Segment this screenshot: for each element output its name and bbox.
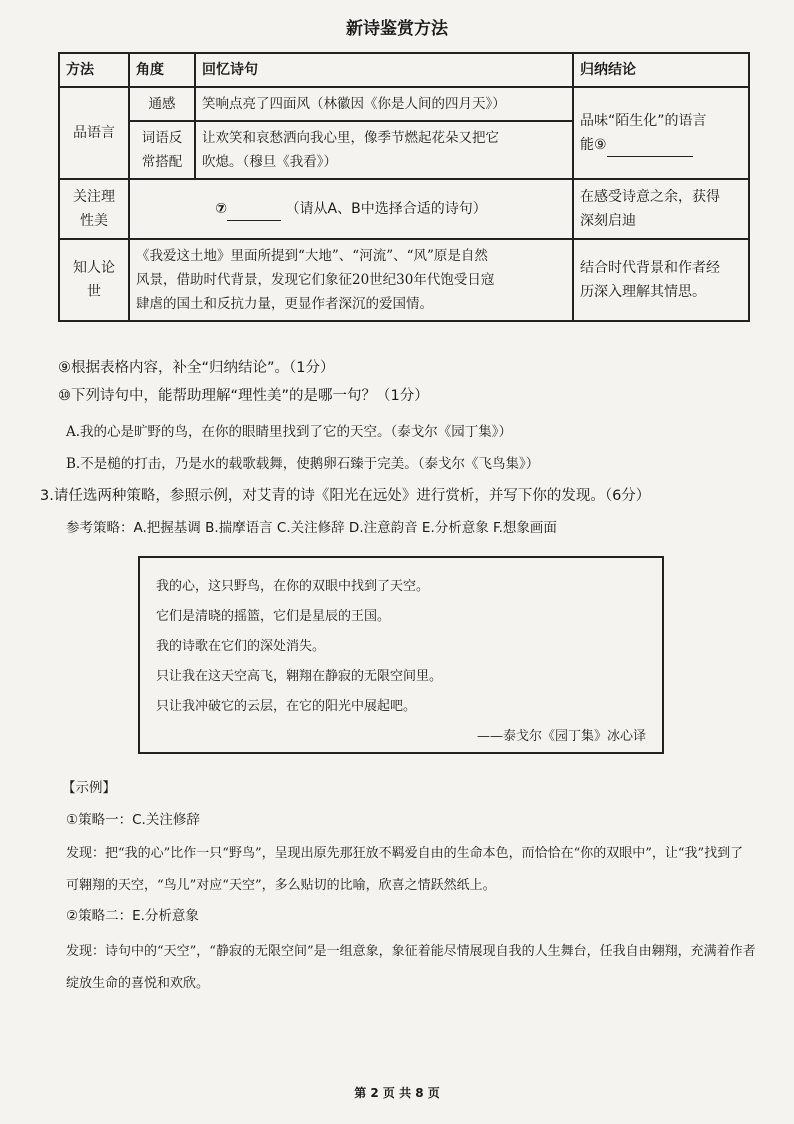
method-person-a: 知人论 bbox=[73, 260, 115, 276]
angle-collocation bbox=[129, 121, 195, 179]
person-text-a: 《我爱这土地》里面所提到“大地”、“河流”、“风”原是自然 bbox=[136, 248, 488, 264]
method-table bbox=[58, 52, 750, 322]
option-a[interactable]: A.我的心是旷野的鸟，在你的眼睛里找到了它的天空。（泰戈尔《园丁集》） bbox=[66, 424, 513, 440]
method-rational-b: 性美 bbox=[80, 213, 108, 229]
page-title: 新诗鉴赏方法 bbox=[346, 19, 448, 39]
question-3: 3.请任选两种策略，参照示例，对艾青的诗《阳光在远处》进行赏析，并写下你的发现。（6分） bbox=[40, 488, 651, 504]
poem-line: 我的诗歌在它们的深处消失。 bbox=[156, 639, 326, 654]
answer-mark-7: ⑦ bbox=[215, 201, 228, 217]
poem-line: 只让我冲破它的云层，在它的阳光中展起吧。 bbox=[156, 699, 417, 714]
table-row bbox=[59, 87, 749, 121]
poem-line-2b: 吹熄。（穆旦《我看》） bbox=[202, 154, 337, 170]
method-rational-a: 关注理 bbox=[73, 189, 115, 205]
method-rational bbox=[59, 179, 129, 239]
reference-strategies: 参考策略：A.把握基调 B.揣摩语言 C.关注修辞 D.注意韵音 E.分析意象 F.想象画面 bbox=[66, 520, 557, 536]
conclusion-rational bbox=[573, 179, 749, 239]
poem-credit: ——泰戈尔《园丁集》冰心译 bbox=[476, 729, 646, 744]
question-9: ⑨根据表格内容，补全“归纳结论”。（1分） bbox=[58, 360, 335, 376]
rational-answer-cell bbox=[129, 179, 573, 239]
method-person-b: 世 bbox=[87, 284, 101, 300]
conclusion-language-b: 能⑨ bbox=[580, 137, 607, 153]
answer-blank-7[interactable] bbox=[227, 206, 281, 221]
poem-line: 只让我在这天空高飞，翱翔在静寂的无限空间里。 bbox=[156, 669, 443, 684]
poem-line: 它们是清晓的摇篮，它们是星辰的王国。 bbox=[156, 609, 391, 624]
method-person bbox=[59, 239, 129, 321]
header-method: 方法 bbox=[59, 53, 129, 87]
poem-line-2 bbox=[195, 121, 573, 179]
rational-hint: （请从A、B中选择合适的诗句） bbox=[285, 201, 487, 217]
person-text bbox=[129, 239, 573, 321]
angle-synesthesia: 通感 bbox=[129, 87, 195, 121]
option-b[interactable]: B.不是槌的打击，乃是水的载歌载舞，使鹅卵石臻于完美。（泰戈尔《飞鸟集》） bbox=[66, 456, 540, 472]
poem-line-2a: 让欢笑和哀愁洒向我心里，像季节燃起花朵又把它 bbox=[202, 130, 499, 146]
finding-1: 发现：把“我的心”比作一只“野鸟”，呈现出原先那狂放不羁爱自由的生命本色，而恰恰在“你的双眼中”，让“我”找到了可翱翔的天空，“鸟儿”对应“天空”，多么贴切的比喻，欣喜之情跃然纸上。 bbox=[66, 846, 744, 893]
conclusion-person-a: 结合时代背景和作者经 bbox=[580, 260, 720, 276]
question-10: ⑩下列诗句中，能帮助理解“理性美”的是哪一句？（1分） bbox=[58, 388, 429, 404]
header-conclusion: 归纳结论 bbox=[573, 53, 749, 87]
person-text-b: 风景，借助时代背景，发现它们象征20世纪30年代饱受日寇 bbox=[136, 272, 495, 288]
method-language: 品语言 bbox=[59, 87, 129, 179]
conclusion-rational-b: 深刻启迪 bbox=[580, 213, 636, 229]
strategy-1: ①策略一：C.关注修辞 bbox=[66, 812, 200, 828]
conclusion-rational-a: 在感受诗意之余，获得 bbox=[580, 189, 720, 205]
table-row bbox=[59, 179, 749, 239]
table-header-row bbox=[59, 53, 749, 87]
answer-blank-9[interactable] bbox=[607, 142, 693, 157]
poem-box bbox=[138, 556, 664, 754]
conclusion-language-b-wrap bbox=[580, 133, 742, 157]
poem-line: 我的心，这只野鸟，在你的双眼中找到了天空。 bbox=[156, 579, 430, 594]
header-angle: 角度 bbox=[129, 53, 195, 87]
conclusion-person-b: 历深入理解其情思。 bbox=[580, 284, 706, 300]
conclusion-language-a: 品味“陌生化”的语言 bbox=[580, 113, 707, 129]
header-recall: 回忆诗句 bbox=[195, 53, 573, 87]
strategy-2: ②策略二：E.分析意象 bbox=[66, 908, 199, 924]
angle-collocation-b: 常搭配 bbox=[141, 154, 183, 170]
poem-line-1: 笑响点亮了四面风（林徽因《你是人间的四月天》） bbox=[195, 87, 573, 121]
person-text-c: 肆虐的国土和反抗力量，更显作者深沉的爱国情。 bbox=[136, 296, 433, 312]
conclusion-person bbox=[573, 239, 749, 321]
example-label: 【示例】 bbox=[62, 780, 116, 796]
page-footer: 第 2 页 共 8 页 bbox=[354, 1086, 440, 1100]
table-row bbox=[59, 239, 749, 321]
finding-2: 发现：诗句中的“天空”，“静寂的无限空间”是一组意象，象征着能尽情展现自我的人生舞台，任我自由翱翔，充满着作者绽放生命的喜悦和欢欣。 bbox=[66, 944, 756, 991]
angle-collocation-a: 词语反 bbox=[141, 130, 183, 146]
conclusion-language bbox=[573, 87, 749, 179]
